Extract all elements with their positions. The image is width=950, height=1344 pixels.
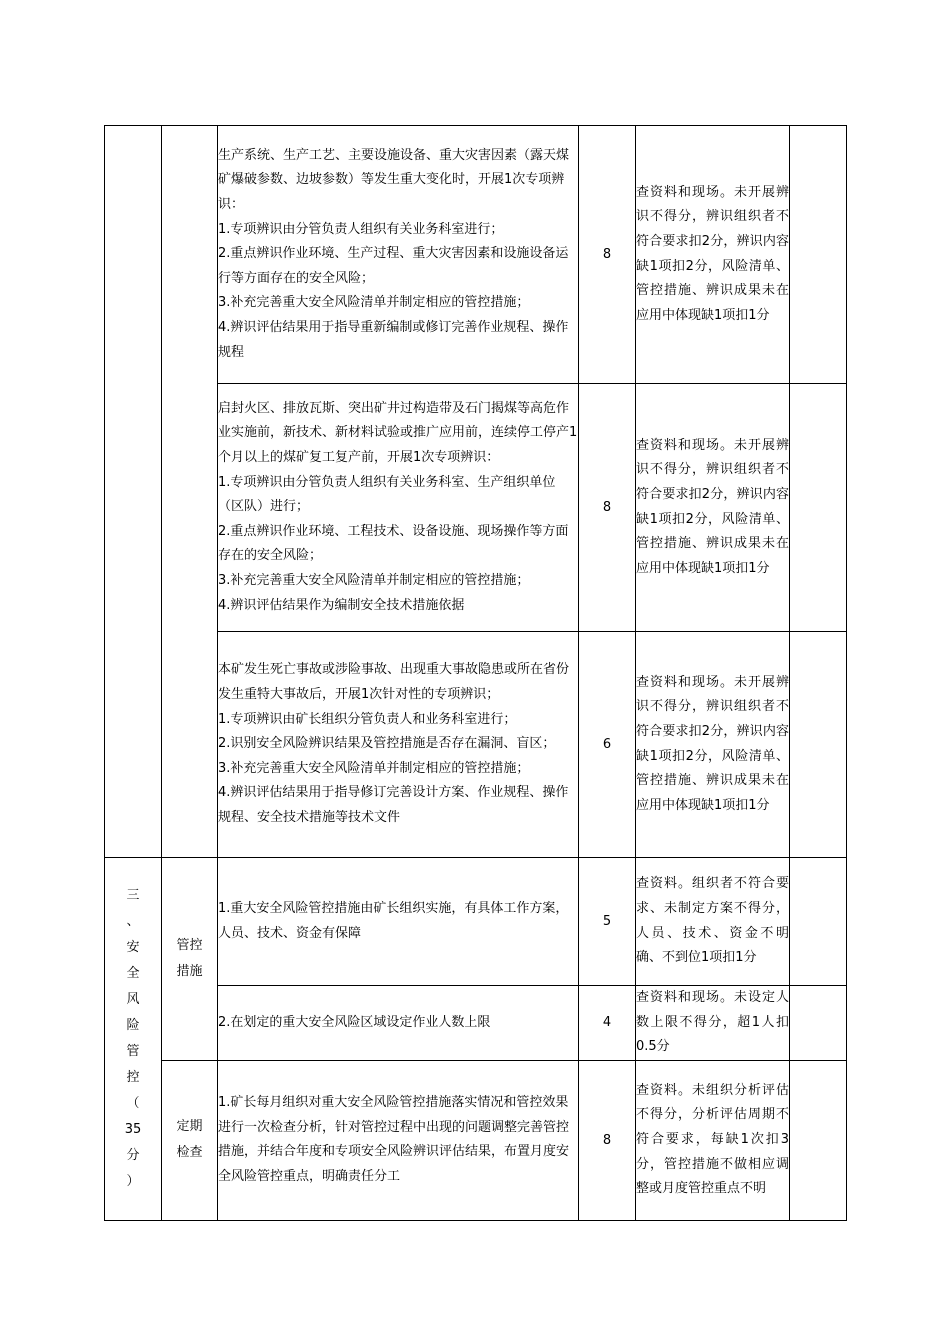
- table-row: [105, 858, 847, 986]
- method-cell: 查资料。未组织分析评估不得分，分析评估周期不符合要求，每缺1次扣3分，管控措施不做相应调整或月度管控重点不明: [636, 1060, 790, 1220]
- score-cell: 4: [579, 986, 636, 1061]
- content-line: 3.补充完善重大安全风险清单并制定相应的管控措施；: [218, 572, 530, 588]
- subcategory-cell: [162, 1060, 218, 1220]
- remarks-cell: [790, 1060, 847, 1220]
- assessment-table: [104, 125, 847, 1221]
- category-cell: [105, 858, 162, 1221]
- subcategory-line: 定期: [176, 1119, 203, 1135]
- content-cell: [218, 384, 579, 632]
- content-line: 4.辨识评估结果用于指导修订完善设计方案、作业规程、操作规程、安全技术措施等技术文件: [218, 785, 569, 825]
- remarks-cell: [790, 986, 847, 1061]
- score-cell: 6: [579, 632, 636, 858]
- category-char: ）: [126, 1173, 140, 1189]
- category-char: 控: [126, 1069, 140, 1085]
- content-cell: 2.在划定的重大安全风险区域设定作业人数上限: [218, 986, 579, 1061]
- category-char: 三: [126, 887, 140, 903]
- remarks-cell: [790, 632, 847, 858]
- content-line: 2.识别安全风险辨识结果及管控措施是否存在漏洞、盲区；: [218, 736, 556, 752]
- table-row: [105, 126, 847, 384]
- remarks-cell: [790, 384, 847, 632]
- content-line: 启封火区、排放瓦斯、突出矿井过构造带及石门揭煤等高危作业实施前，新技术、新材料试验或推广应用前，连续停工停产1个月以上的煤矿复工复产前，开展1次专项辨识：: [218, 400, 578, 466]
- category-char: 35: [124, 1121, 142, 1137]
- subcategory-line: 措施: [176, 963, 203, 979]
- category-char: 管: [126, 1043, 140, 1059]
- method-cell: 查资料。组织者不符合要求、未制定方案不得分，人员、技术、资金不明确、不到位1项扣1分: [636, 858, 790, 986]
- content-line: 2.重点辨识作业环境、工程技术、设备设施、现场操作等方面存在的安全风险；: [218, 523, 569, 564]
- method-cell: 查资料和现场。未开展辨识不得分，辨识组织者不符合要求扣2分，辨识内容缺1项扣2分，风险清单、管控措施、辨识成果未在应用中体现缺1项扣1分: [636, 632, 790, 858]
- content-line: 1.专项辨识由矿长组织分管负责人和业务科室进行；: [218, 711, 517, 727]
- category-char: （: [126, 1095, 140, 1111]
- content-line: 4.辨识评估结果用于指导重新编制或修订完善作业规程、操作规程: [218, 319, 569, 360]
- score-cell: 5: [579, 858, 636, 986]
- score-cell: 8: [579, 384, 636, 632]
- subcategory-line: 检查: [176, 1145, 203, 1161]
- category-char: 安: [126, 939, 140, 955]
- remarks-cell: [790, 858, 847, 986]
- content-cell: 1.重大安全风险管控措施由矿长组织实施，有具体工作方案，人员、技术、资金有保障: [218, 858, 579, 986]
- content-line: 本矿发生死亡事故或涉险事故、出现重大事故隐患或所在省份发生重特大事故后，开展1次针对性的专项辨识；: [218, 662, 570, 703]
- subcategory-line: 管控: [176, 937, 203, 953]
- category-char: 、: [126, 913, 140, 929]
- score-cell: 8: [579, 1060, 636, 1220]
- content-line: 1.专项辨识由分管负责人组织有关业务科室进行；: [218, 221, 504, 237]
- content-cell: [218, 126, 579, 384]
- content-line: 3.补充完善重大安全风险清单并制定相应的管控措施；: [218, 295, 530, 311]
- content-cell: 1.矿长每月组织对重大安全风险管控措施落实情况和管控效果进行一次检查分析，针对管控过程中出现的问题调整完善管控措施，并结合年度和专项安全风险辨识评估结果，布置月度安全风险管控重点，明确责任分工: [218, 1060, 579, 1220]
- category-char: 分: [126, 1147, 140, 1163]
- category-cell-continued: [105, 126, 162, 858]
- remarks-cell: [790, 126, 847, 384]
- content-line: 3.补充完善重大安全风险清单并制定相应的管控措施；: [218, 760, 530, 776]
- method-cell: 查资料和现场。未开展辨识不得分，辨识组织者不符合要求扣2分，辨识内容缺1项扣2分，风险清单、管控措施、辨识成果未在应用中体现缺1项扣1分: [636, 126, 790, 384]
- table-row: [105, 1060, 847, 1220]
- subcategory-cell: [162, 858, 218, 1061]
- content-cell: [218, 632, 579, 858]
- subcategory-cell-continued: [162, 126, 218, 858]
- score-cell: 8: [579, 126, 636, 384]
- content-line: 1.专项辨识由分管负责人组织有关业务科室、生产组织单位（区队）进行；: [218, 474, 556, 515]
- method-cell: 查资料和现场。未开展辨识不得分，辨识组织者不符合要求扣2分，辨识内容缺1项扣2分，风险清单、管控措施、辨识成果未在应用中体现缺1项扣1分: [636, 384, 790, 632]
- category-char: 风: [126, 991, 140, 1007]
- content-line: 4.辨识评估结果作为编制安全技术措施依据: [218, 597, 465, 613]
- content-line: 2.重点辨识作业环境、生产过程、重大灾害因素和设施设备运行等方面存在的安全风险；: [218, 246, 569, 286]
- category-char: 全: [126, 965, 140, 981]
- content-line: 生产系统、生产工艺、主要设施设备、重大灾害因素（露天煤矿爆破参数、边坡参数）等发生重大变化时，开展1次专项辨识：: [218, 147, 570, 213]
- category-char: 险: [126, 1017, 140, 1033]
- method-cell: 查资料和现场。未设定人数上限不得分，超1人扣0.5分: [636, 986, 790, 1061]
